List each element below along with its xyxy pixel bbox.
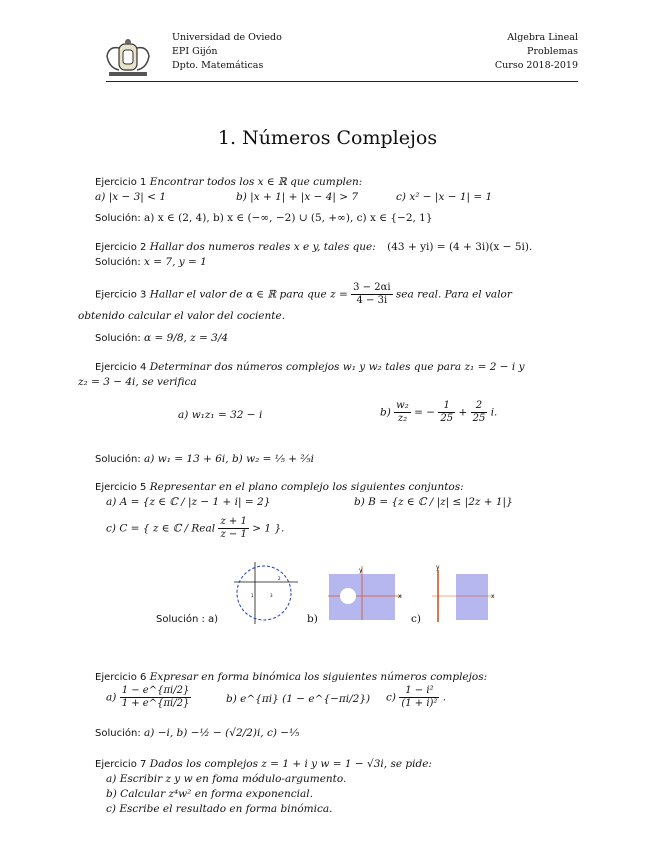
ex7-b: b) Calcular z⁴w² en forma exponencial. <box>106 788 313 800</box>
ex5-b: b) B = {z ∈ ℂ / |z| ≤ |2z + 1|} <box>354 496 513 508</box>
ex3-statement: Ejercicio 3 Hallar el valor de α ∈ ℝ para que z = $\frac{3 - 2\alpha i}{4 - 3i}$ sea real. Para el valor <box>95 282 512 306</box>
plot-c-x-label: x <box>491 593 495 600</box>
ex6-statement: Ejercicio 6 Expresar en forma binómica los siguientes números complejos: <box>95 671 488 683</box>
ex1-b: b) |x + 1| + |x − 4| > 7 <box>236 191 359 203</box>
ex2-solution: Solución: x = 7, y = 1 <box>95 256 207 268</box>
department-name: Dpto. Matemáticas <box>172 60 264 71</box>
ex5-plot-b <box>328 566 406 620</box>
ex4-statement-line2: z₂ = 3 − 4i, se verifica <box>78 376 197 388</box>
ex1-a: a) |x − 3| < 1 <box>95 191 166 203</box>
doc-type: Problemas <box>527 46 578 57</box>
ex7-c: c) Escribe el resultado en forma binómica. <box>106 803 333 815</box>
ex6-a: a) $\frac{1 - e\^{}\{\pi i/2\}}{1 + e\^{}\{\pi i/2\}}$ <box>106 685 190 709</box>
ex4-a: a) w₁z₁ = 32 − i <box>178 409 263 421</box>
plot-b-y-label: y <box>359 567 363 574</box>
plot-a-label-3: 3 <box>270 593 273 598</box>
ex2-label: Ejercicio 2 <box>95 242 147 253</box>
ex5-c: c) C = { z ∈ ℂ / Real $\frac{z + 1}{z - 1}$ > 1 }. <box>106 516 285 540</box>
ex5-a: a) A = {z ∈ ℂ / |z − 1 + i| = 2} <box>106 496 271 508</box>
ex5-solution-b: b) <box>307 613 318 625</box>
school-name: EPI Gijón <box>172 46 218 57</box>
ex5-solution-c: c) <box>411 613 421 625</box>
university-name: Universidad de Oviedo <box>172 32 282 43</box>
plot-a-label-1: 1 <box>251 593 254 598</box>
ex4-statement: Ejercicio 4 Determinar dos números complejos w₁ y w₂ tales que para z₁ = 2 − i y <box>95 361 525 373</box>
header-right <box>495 31 578 73</box>
ex1-statement: Ejercicio 1 Encontrar todos los x ∈ ℝ que cumplen: <box>95 176 363 188</box>
ex3-label: Ejercicio 3 <box>95 289 147 301</box>
university-crest <box>105 38 151 78</box>
page-title: 1. Números Complejos <box>217 127 438 149</box>
header-rule <box>106 81 578 82</box>
plot-a-label-2: 2 <box>278 576 281 581</box>
ex7-label: Ejercicio 7 <box>95 759 147 770</box>
ex1-label: Ejercicio 1 <box>95 177 147 188</box>
ex6-solution: Solución: a) −i, b) −½ − (√2/2)i, c) −⅕ <box>95 727 300 739</box>
ex4-b: b) $\frac{\text{w₂}}{\text{z₂}}$ = − $\frac{1}{25}$ + $\frac{2}{25}$ i. <box>380 400 498 424</box>
ex2-statement: Ejercicio 2 Hallar dos numeros reales x e y, tales que: (43 + yi) = (4 + 3i)(x − 5i). <box>95 241 533 253</box>
ex5-plot-c <box>432 564 498 622</box>
academic-year: Curso 2018-2019 <box>494 60 578 71</box>
ex4-solution: Solución: a) w₁ = 13 + 6i, b) w₂ = ⅕ + ⅖i <box>95 453 314 465</box>
ex3-fraction: $\frac{3 - 2\alpha i}{4 - 3i}$ <box>353 282 391 306</box>
ex3-statement-line2: obtenido calcular el valor del cociente. <box>78 310 286 322</box>
plot-c-y-label: y <box>436 564 440 571</box>
ex6-label: Ejercicio 6 <box>95 672 147 683</box>
ex5-statement: Ejercicio 5 Representar en el plano complejo los siguientes conjuntos: <box>95 481 464 493</box>
ex7-a: a) Escribir z y w en foma módulo-argumento. <box>106 773 347 785</box>
ex3-solution: Solución: α = 9/8, z = 3/4 <box>95 332 229 344</box>
ex6-c: c) $\frac{\text{1 − i²}}{\text{(1 + i)²}}$ . <box>386 685 447 709</box>
ex1-c: c) x² − |x − 1| = 1 <box>396 191 493 203</box>
ex6-b: b) e^{πi} (1 − e^{−πi/2}) <box>226 693 371 705</box>
ex5-label: Ejercicio 5 <box>95 482 147 493</box>
plot-b-x-label: x <box>398 593 402 600</box>
ex5-solution-a: Solución : a) <box>156 614 219 625</box>
ex5-plot-a <box>234 562 298 624</box>
ex4-label: Ejercicio 4 <box>95 362 147 373</box>
header-left <box>172 31 282 73</box>
course-name: Algebra Lineal <box>507 32 578 43</box>
ex1-solution: Solución: a) x ∈ (2, 4), b) x ∈ (−∞, −2) ∪ (5, +∞), c) x ∈ {−2, 1} <box>95 212 433 224</box>
ex7-statement: Ejercicio 7 Dados los complejos z = 1 + i y w = 1 − √3i, se pide: <box>95 758 432 770</box>
